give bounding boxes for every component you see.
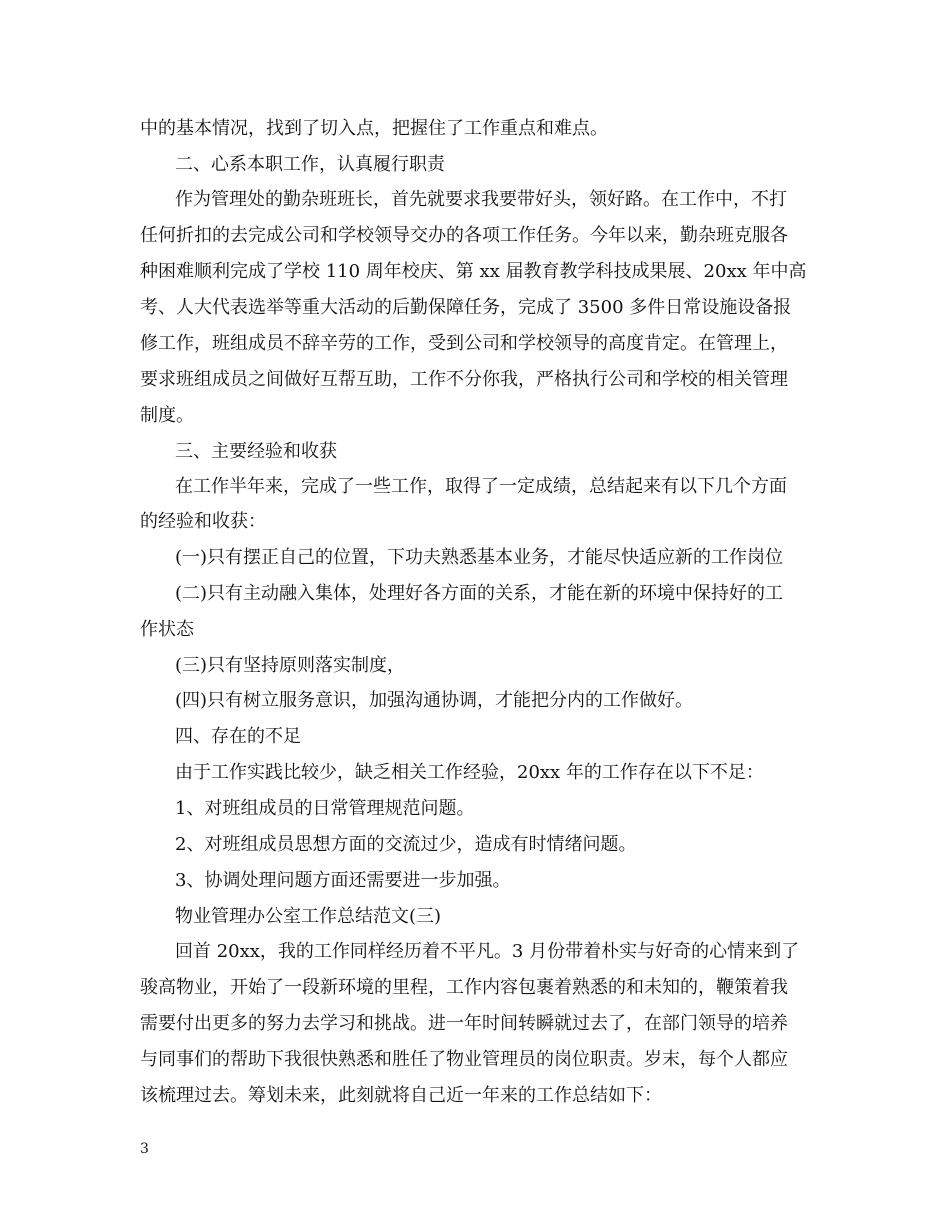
text-line: 与同事们的帮助下我很快熟悉和胜任了物业管理员的岗位职责。岁末，每个人都应 <box>140 1049 788 1070</box>
text-line: 要求班组成员之间做好互帮互助，工作不分你我，严格执行公司和学校的相关管理 <box>140 369 788 390</box>
subheading: 物业管理办公室工作总结范文(三) <box>175 906 442 927</box>
text-line: 作为管理处的勤杂班班长，首先就要求我要带好头，领好路。在工作中，不打 <box>175 189 787 210</box>
list-item: (二)只有主动融入集体，处理好各方面的关系，才能在新的环境中保持好的工 <box>175 583 784 604</box>
list-item: 3、协调处理问题方面还需要进一步加强。 <box>175 870 511 891</box>
text-line: 的经验和收获： <box>140 511 266 532</box>
text-line: 修工作，班组成员不辞辛劳的工作，受到公司和学校领导的高度肯定。在管理上， <box>140 333 788 354</box>
section-heading: 三、主要经验和收获 <box>175 441 337 462</box>
section-heading: 四、存在的不足 <box>175 726 301 747</box>
text-line: 作状态 <box>140 619 194 640</box>
list-item: (三)只有坚持原则落实制度， <box>175 655 406 676</box>
page-number: 3 <box>140 1141 149 1157</box>
text-line: 回首 20xx，我的工作同样经历着不平凡。3 月份带着朴实与好奇的心情来到了 <box>175 941 800 962</box>
text-line: 考、人大代表选举等重大活动的后勤保障任务，完成了 3500 多件日常设施设备报 <box>140 297 792 318</box>
list-item: 2、对班组成员思想方面的交流过少，造成有时情绪问题。 <box>175 834 637 855</box>
list-item: (四)只有树立服务意识，加强沟通协调，才能把分内的工作做好。 <box>175 690 694 711</box>
list-item: (一)只有摆正自己的位置，下功夫熟悉基本业务，才能尽快适应新的工作岗位 <box>175 547 784 568</box>
text-line: 骏高物业，开始了一段新环境的里程，工作内容包裹着熟悉的和未知的，鞭策着我 <box>140 977 788 998</box>
text-line: 种困难顺利完成了学校 110 周年校庆、第 xx 届教育教学科技成果展、20xx 年中高 <box>140 261 807 282</box>
text-line: 中的基本情况，找到了切入点，把握住了工作重点和难点。 <box>140 118 608 139</box>
text-line: 制度。 <box>140 405 194 426</box>
text-line: 由于工作实践比较少，缺乏相关工作经验，20xx 年的工作存在以下不足： <box>175 762 764 783</box>
text-line: 需要付出更多的努力去学习和挑战。进一年时间转瞬就过去了，在部门领导的培养 <box>140 1013 788 1034</box>
list-item: 1、对班组成员的日常管理规范问题。 <box>175 798 475 819</box>
text-line: 在工作半年来，完成了一些工作，取得了一定成绩，总结起来有以下几个方面 <box>175 476 787 497</box>
text-line: 该梳理过去。筹划未来，此刻就将自己近一年来的工作总结如下： <box>140 1085 662 1106</box>
text-line: 任何折扣的去完成公司和学校领导交办的各项工作任务。今年以来，勤杂班克服各 <box>140 225 788 246</box>
section-heading: 二、心系本职工作，认真履行职责 <box>175 154 445 175</box>
